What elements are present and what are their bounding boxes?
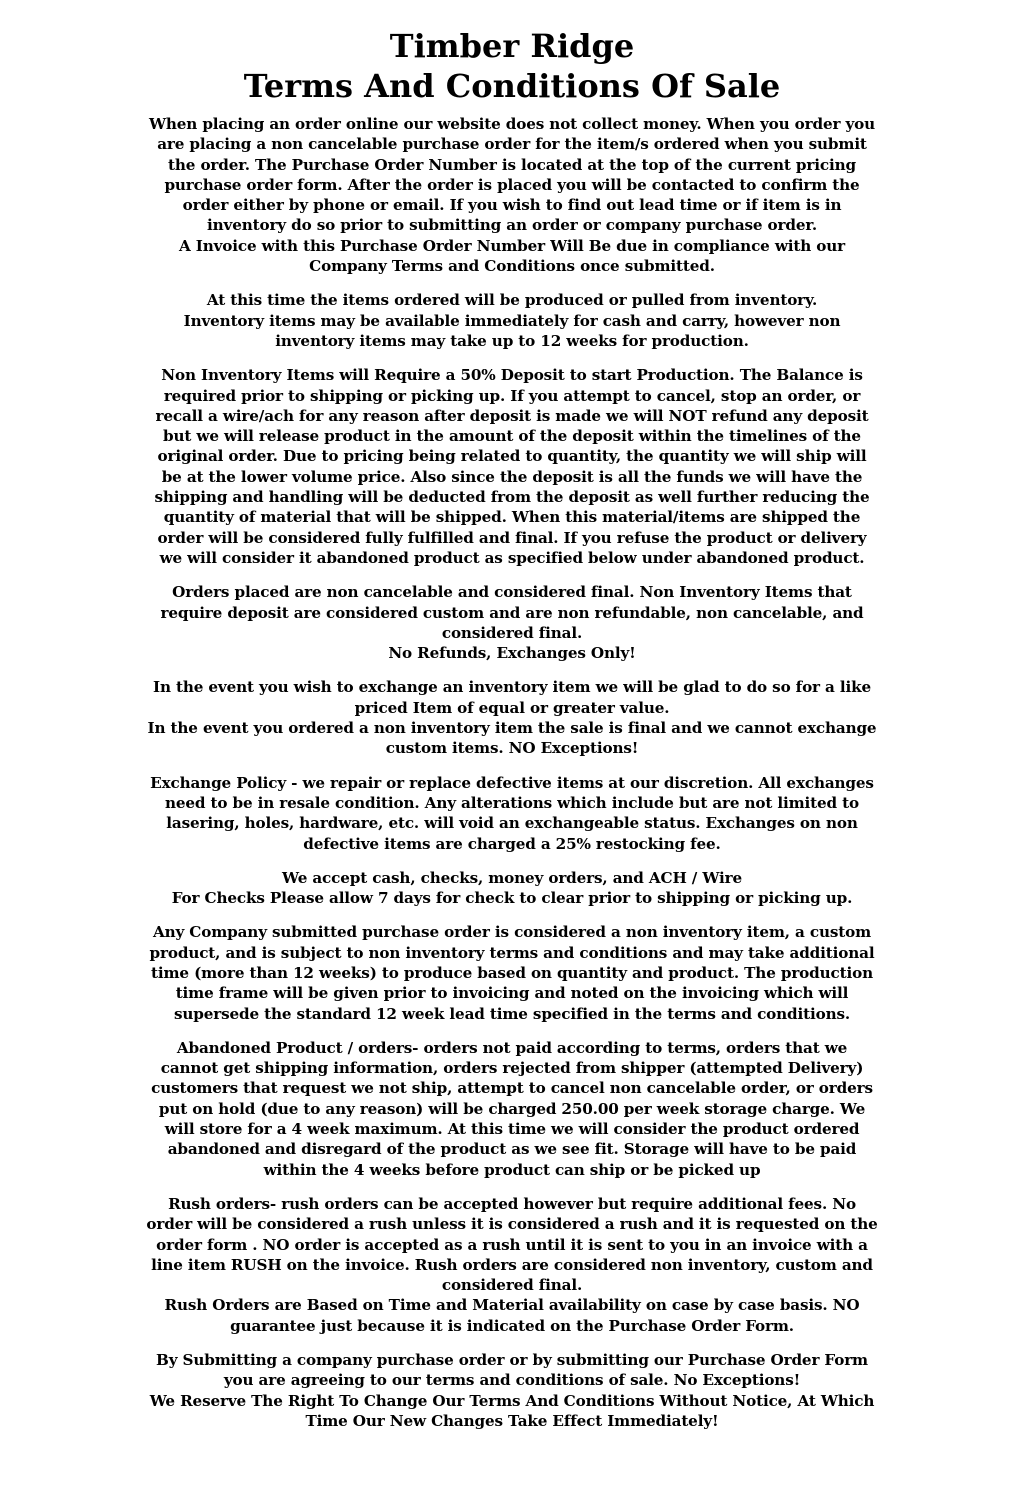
exchange-inventory-paragraph — [40, 677, 984, 758]
text-line: recall a wire/ach for any reason after deposit is made we will NOT refund any deposit — [155, 406, 869, 425]
text-line: Abandoned Product / orders- orders not paid according to terms, orders that we — [176, 1038, 848, 1057]
text-line: lasering, holes, hardware, etc. will void an exchangeable status. Exchanges on non — [166, 814, 858, 833]
text-line: Inventory items may be available immediately for cash and carry, however non — [183, 311, 841, 330]
text-line: Any Company submitted purchase order is considered a non inventory item, a custom — [152, 923, 872, 942]
text-line: In the event you wish to exchange an inventory item we will be glad to do so for a like — [152, 678, 871, 697]
text-line: time (more than 12 weeks) to produce based on quantity and product. The production — [151, 963, 873, 982]
text-line: supersede the standard 12 week lead time specified in the terms and conditions. — [173, 1004, 851, 1023]
abandoned-product-paragraph — [40, 1038, 984, 1180]
text-line: you are agreeing to our terms and conditions of sale. No Exceptions! — [223, 1371, 801, 1390]
text-line: will store for a 4 week maximum. At this time we will consider the product ordered — [164, 1120, 860, 1139]
agreement-paragraph — [40, 1350, 984, 1431]
text-line: By Submitting a company purchase order or by submitting our Purchase Order Form — [156, 1351, 868, 1370]
text-line: We accept cash, checks, money orders, and ACH / Wire — [282, 868, 742, 887]
text-line: When placing an order online our website does not collect money. When you order you — [148, 115, 875, 133]
text-line: priced Item of equal or greater value. — [354, 698, 670, 717]
text-line: order form . NO order is accepted as a rush until it is sent to you in an invoice with a — [156, 1235, 868, 1254]
text-line: In the event you ordered a non inventory item the sale is final and we cannot exchange — [147, 719, 877, 738]
text-line: Non Inventory Items will Require a 50% Deposit to start Production. The Balance is — [161, 366, 863, 385]
payment-paragraph — [40, 868, 984, 909]
exchange-policy-paragraph — [40, 773, 984, 854]
text-line: required prior to shipping or picking up. If you attempt to cancel, stop an order, or — [163, 386, 861, 405]
text-line: purchase order form. After the order is placed you will be contacted to confirm the — [164, 175, 860, 194]
text-line: time frame will be given prior to invoicing and noted on the invoicing which will — [175, 984, 849, 1003]
text-line: need to be in resale condition. Any alterations which include but are not limited to — [165, 793, 859, 812]
text-line: Company Terms and Conditions once submitted. — [309, 257, 715, 276]
text-line: product, and is subject to non inventory terms and conditions and may take additional — [149, 943, 875, 962]
text-line: Exchange Policy - we repair or replace defective items at our discretion. All exchanges — [150, 773, 874, 792]
online-order-paragraph — [40, 114, 984, 276]
text-line: Rush orders- rush orders can be accepted however but require additional fees. No — [168, 1194, 856, 1213]
text-line: No Refunds, Exchanges Only! — [388, 644, 636, 663]
text-line: within the 4 weeks before product can ship or be picked up — [263, 1160, 761, 1179]
text-line: line item RUSH on the invoice. Rush orders are considered non inventory, custom and — [151, 1255, 873, 1274]
document-title — [40, 26, 984, 106]
text-line: the order. The Purchase Order Number is located at the top of the current pricing — [168, 155, 856, 174]
text-line: quantity of material that will be shipped. When this material/items are shipped the — [163, 508, 861, 527]
text-line: order will be considered a rush unless it is considered a rush and it is requested on the — [146, 1215, 878, 1234]
text-line: Time Our New Changes Take Effect Immediately! — [305, 1411, 719, 1430]
text-line: At this time the items ordered will be produced or pulled from inventory. — [206, 291, 818, 310]
text-line: For Checks Please allow 7 days for check to clear prior to shipping or picking up. — [171, 889, 853, 908]
text-line: shipping and handling will be deducted from the deposit as well further reducing the — [154, 488, 870, 507]
production-paragraph — [40, 290, 984, 351]
deposit-paragraph — [40, 365, 984, 568]
text-line: original order. Due to pricing being related to quantity, the quantity we will ship will — [157, 447, 867, 466]
text-line: order will be considered fully fulfilled and final. If you refuse the product or delivery — [157, 528, 867, 547]
text-line: be at the lower volume price. Also since the deposit is all the funds we will have the — [161, 467, 863, 486]
text-line: customers that request we not ship, attempt to cancel non cancelable order, or orders — [151, 1079, 873, 1098]
text-line: custom items. NO Exceptions! — [385, 739, 639, 758]
cancellation-paragraph — [40, 582, 984, 663]
document-heading: Terms And Conditions Of Sale — [243, 67, 781, 105]
text-line: A Invoice with this Purchase Order Number Will Be due in compliance with our — [179, 236, 845, 255]
text-line: defective items are charged a 25% restocking fee. — [303, 834, 721, 853]
text-line: Rush Orders are Based on Time and Material availability on case by case basis. NO — [164, 1296, 860, 1315]
text-line: cannot get shipping information, orders rejected from shipper (attempted Delivery) — [160, 1059, 864, 1078]
text-line: we will consider it abandoned product as specified below under abandoned product. — [159, 548, 865, 567]
text-line: require deposit are considered custom and are non refundable, non cancelable, and — [160, 603, 864, 622]
text-line: considered final. — [441, 623, 583, 642]
text-line: inventory do so prior to submitting an order or company purchase order. — [207, 216, 817, 235]
text-line: order either by phone or email. If you wish to find out lead time or if item is in — [182, 196, 842, 215]
text-line: considered final. — [441, 1276, 583, 1295]
text-line: inventory items may take up to 12 weeks for production. — [275, 331, 749, 350]
text-line: abandoned and disregard of the product as we see fit. Storage will have to be paid — [167, 1140, 857, 1159]
terms-body — [40, 114, 984, 1431]
text-line: put on hold (due to any reason) will be charged 250.00 per week storage charge. We — [158, 1099, 866, 1118]
text-line: Orders placed are non cancelable and considered final. Non Inventory Items that — [172, 583, 852, 602]
rush-orders-paragraph — [40, 1194, 984, 1336]
text-line: but we will release product in the amount of the deposit within the timelines of the — [163, 427, 861, 446]
company-name: Timber Ridge — [389, 27, 635, 65]
text-line: We Reserve The Right To Change Our Terms And Conditions Without Notice, At Which — [149, 1391, 875, 1410]
text-line: are placing a non cancelable purchase order for the item/s ordered when you submit — [157, 135, 867, 154]
text-line: guarantee just because it is indicated on the Purchase Order Form. — [230, 1316, 794, 1335]
company-po-paragraph — [40, 922, 984, 1023]
